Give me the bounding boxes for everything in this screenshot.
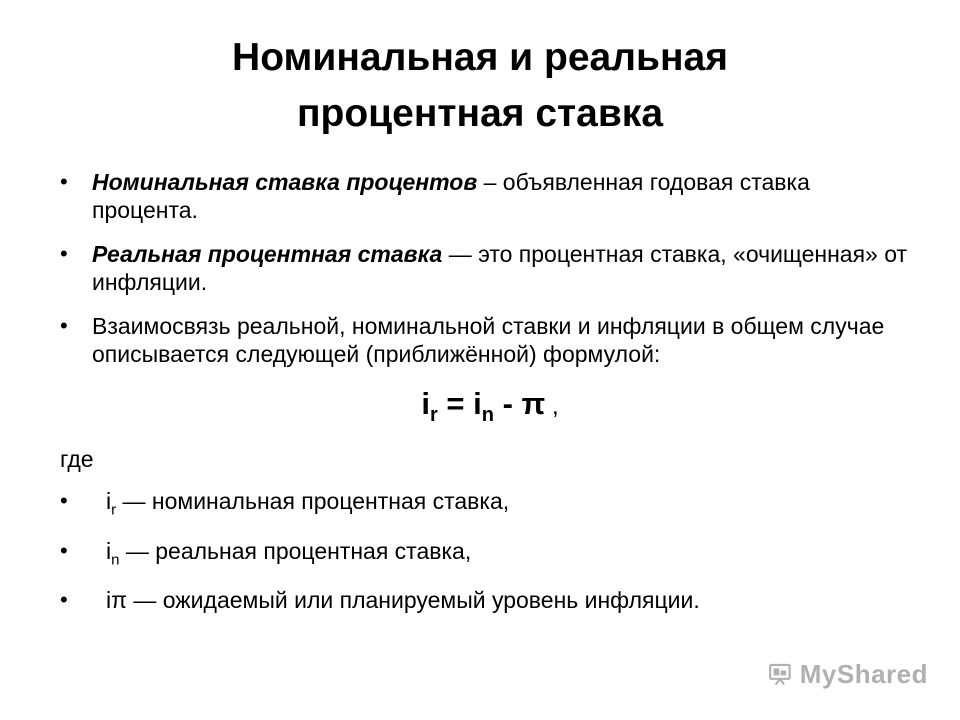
watermark-text: MyShared <box>799 658 928 689</box>
title-line-1: Номинальная и реальная <box>232 36 728 79</box>
def-text: — реальная процентная ставка, <box>119 537 472 564</box>
formula-minus-pi: - π <box>493 386 546 421</box>
formula-left-sub: r <box>430 404 438 427</box>
bullet-icon: • <box>60 537 68 563</box>
bullet-item-relation <box>60 312 920 368</box>
definition-real-rate: — это процентная ставка, «очищенная» от инфляции. <box>92 241 908 295</box>
presentation-board-icon <box>768 657 792 691</box>
slide-title <box>60 30 900 142</box>
def-symbol-sub: r <box>111 501 117 519</box>
formula-comma: , <box>545 393 559 420</box>
relation-text: Взаимосвязь реальной, номинальной ставки и инфляции в общем случае описывается следующей (приближённой) формулой: <box>92 313 885 367</box>
definition-nominal-rate: – объявленная годовая ставка процента. <box>92 169 810 223</box>
def-text: — ожидаемый или планируемый уровень инфляции. <box>126 587 700 614</box>
definition-item-ir <box>60 487 920 525</box>
def-symbol-sub: n <box>111 551 120 569</box>
bullet-icon: • <box>60 313 68 338</box>
def-text: — номинальная процентная ставка, <box>116 488 510 515</box>
bullet-icon: • <box>60 241 68 266</box>
bullet-item-real <box>60 240 920 296</box>
bullet-item-nominal <box>60 168 920 224</box>
title-line-2: процентная ставка <box>296 92 664 135</box>
definition-item-pi <box>60 586 920 614</box>
term-real-rate: Реальная процентная ставка <box>92 241 443 267</box>
bullet-icon: • <box>60 488 68 514</box>
formula-right-sub: n <box>481 404 494 427</box>
def-symbol: i <box>106 488 112 515</box>
definition-item-in <box>60 537 920 575</box>
bullet-icon: • <box>60 169 68 194</box>
bullet-icon: • <box>60 587 68 613</box>
watermark-logo <box>768 654 928 694</box>
term-nominal-rate: Номинальная ставка процентов <box>92 169 478 195</box>
formula <box>60 384 920 435</box>
slide-body <box>60 168 920 626</box>
formula-left: i <box>421 386 430 421</box>
def-symbol: i <box>106 537 112 564</box>
formula-right: i <box>473 386 482 421</box>
where-label: где <box>60 446 94 473</box>
formula-eq: = <box>437 386 474 421</box>
def-symbol: iπ <box>106 587 127 614</box>
